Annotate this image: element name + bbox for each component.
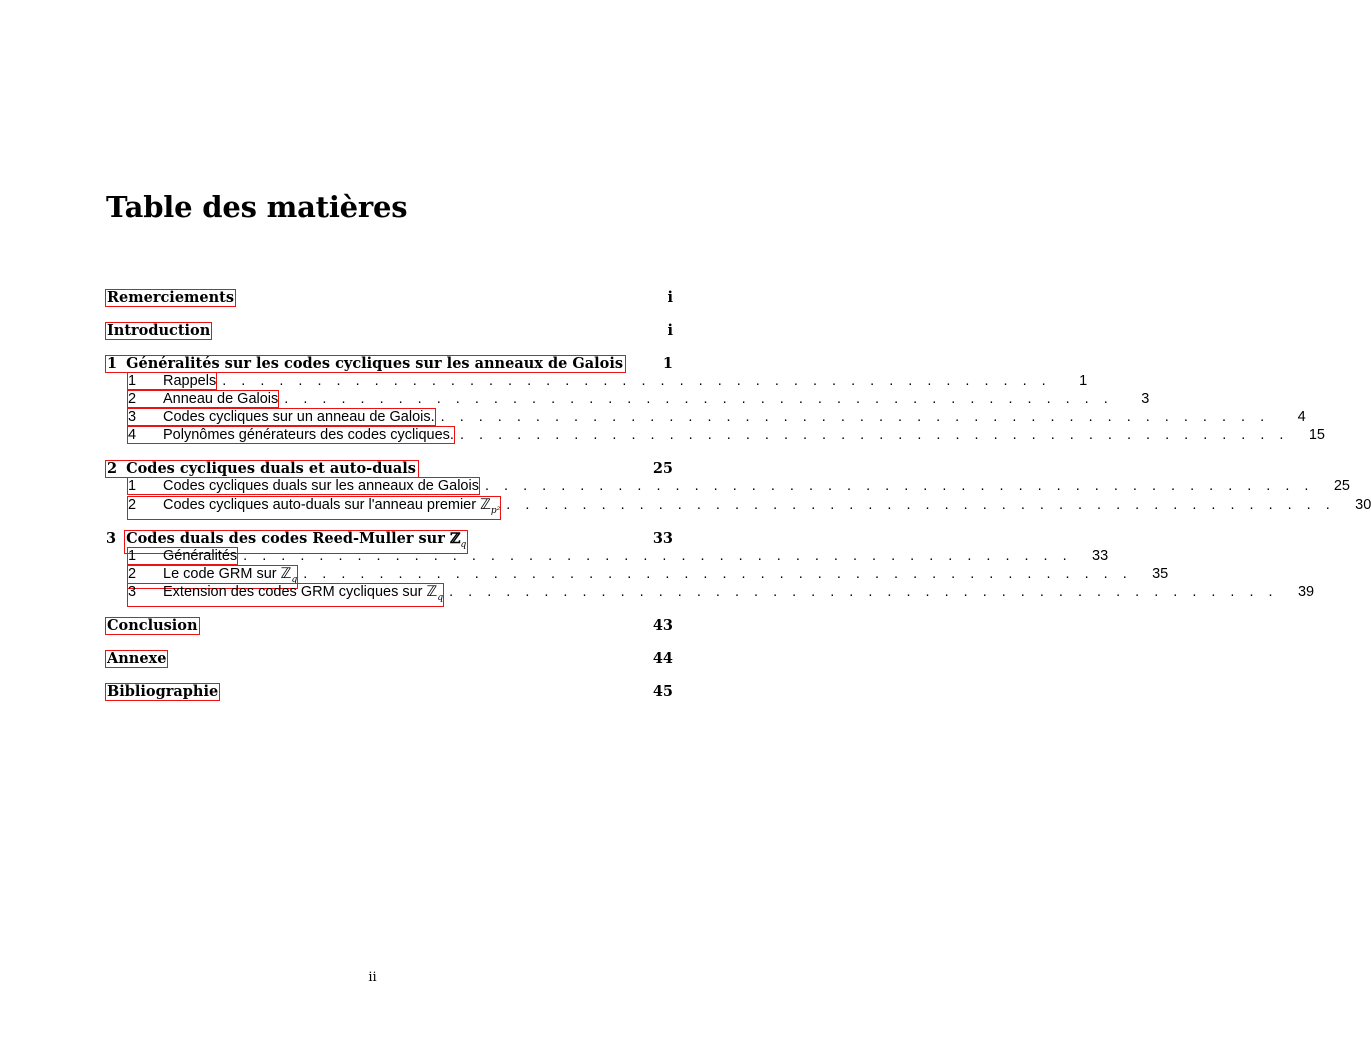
toc-entry-bibliographie[interactable] [106,683,673,701]
toc-link-remerciements[interactable]: Remerciements [107,289,235,306]
toc-section-3-2[interactable] [128,566,1169,585]
leader-dots: . . . . . . . . . . . . . . . . . . . . . . . . . . . . . . . . . . . . . . . . . . . . [459,427,1289,443]
math-subscript: q [291,574,298,585]
footer-page-number: ii [368,970,377,985]
leader-dots: . . . . . . . . . . . . . . . . . . . . . . . . . . . . . . . . . . . . . . . . . . . . [484,478,1314,494]
section-title: Rappels [163,373,217,389]
section-number: 2 [128,391,137,407]
page-number: 1 [662,355,673,372]
toc-link-conclusion[interactable]: Conclusion [107,617,198,634]
section-number: 1 [128,548,137,564]
section-number: 3 [128,409,137,425]
leader-dots: . . . . . . . . . . . . . . . . . . . . . . . . . . . . . . . . . . . . . . . . . . . . [284,391,1114,407]
section-number: 3 [128,584,137,600]
toc-chapter-3[interactable] [106,530,673,548]
toc-entry-annexe[interactable] [106,650,673,668]
toc-section-1-1[interactable] [128,373,1088,391]
page-number: 33 [1092,548,1109,564]
leader-dots: . . . . . . . . . . . . . . . . . . . . . . . . . . . . . . . . . . . . . . . . . . . . [440,409,1270,425]
toc-link-annexe[interactable]: Annexe [107,650,167,667]
toc-link-bibliographie[interactable]: Bibliographie [107,683,219,700]
toc-link-section-3-1[interactable] [128,548,237,564]
page-number: i [667,289,673,306]
toc-section-1-3[interactable] [128,409,1306,427]
section-title: Codes cycliques duals sur les anneaux de Galois [163,478,479,494]
toc-link-section-2-1[interactable] [128,478,479,494]
section-number: 2 [128,566,137,582]
page-title: Table des matières [106,190,408,224]
section-title: Anneau de Galois [163,391,279,407]
section-number: 1 [128,478,137,494]
chapter-number: 1 [107,355,118,372]
toc-link-section-2-2[interactable] [128,497,500,519]
toc-section-3-1[interactable] [128,548,1109,566]
page-number: 25 [652,460,673,477]
toc-link-chapter-1[interactable] [106,356,625,372]
toc-link-chapter-3[interactable]: Codes duals des codes Reed-Muller sur ℤ$_q$ [125,531,467,553]
section-number: 4 [128,427,137,443]
chapter-number: 2 [107,460,118,477]
toc-section-1-2[interactable] [128,391,1150,409]
section-title: Généralités [163,548,238,564]
toc-entry-conclusion[interactable] [106,617,673,635]
page-number: 33 [652,530,673,547]
toc-section-3-3[interactable] [128,584,1315,603]
page-number: 1 [1079,373,1088,389]
toc-link-section-1-2[interactable] [128,391,278,407]
page-number: 44 [652,650,673,667]
page-number: 25 [1333,478,1350,494]
toc-entry-remerciements[interactable] [106,289,673,307]
toc-link-section-3-3[interactable] [128,584,443,606]
section-title: Le code GRM sur ℤ$_q$ [163,566,298,585]
leader-dots: . . . . . . . . . . . . . . . . . . . . . . . . . . . . . . . . . . . . . . . . . . . . [222,373,1052,389]
section-title: Codes cycliques sur un anneau de Galois. [163,409,435,425]
chapter-number: 3 [106,530,117,547]
leader-dots: . . . . . . . . . . . . . . . . . . . . . . . . . . . . . . . . . . . . . . . . . . . . [303,566,1133,582]
leader-dots: . . . . . . . . . . . . . . . . . . . . . . . . . . . . . . . . . . . . . . . . . . . . [243,548,1073,564]
toc-link-introduction[interactable]: Introduction [107,322,211,339]
toc-link-section-1-3[interactable] [128,409,435,425]
page-number: 35 [1152,566,1169,582]
toc-link-chapter-2[interactable] [106,461,418,477]
page-number: 39 [1297,584,1315,600]
toc-link-section-1-1[interactable] [128,373,216,389]
toc-entry-introduction[interactable] [106,322,673,340]
toc-section-1-4[interactable] [128,427,1325,445]
section-number: 2 [128,497,137,513]
toc-section-2-2[interactable] [128,497,1371,516]
section-title: Polynômes générateurs des codes cycliques. [163,427,454,443]
math-subscript: q [437,592,444,603]
leader-dots: . . . . . . . . . . . . . . . . . . . . . . . . . . . . . . . . . . . . . . . . . . . . [449,584,1279,600]
toc-chapter-1[interactable] [106,355,673,373]
section-title: Codes cycliques auto-duals sur l'anneau premier ℤ$_{p^2}$ [163,497,501,516]
section-number: 1 [128,373,137,389]
chapter-title: Codes cycliques duals et auto-duals [126,460,416,477]
page-number: 43 [652,617,673,634]
toc-section-2-1[interactable] [128,478,1350,496]
leader-dots: . . . . . . . . . . . . . . . . . . . . . . . . . . . . . . . . . . . . . . . . . . . . [506,497,1336,513]
page-number: 30 [1355,497,1371,513]
toc-link-section-1-4[interactable] [128,427,454,443]
page-number: 4 [1297,409,1306,425]
section-title: Extension des codes GRM cycliques sur ℤ$_q$ [163,584,444,603]
chapter-title: Généralités sur les codes cycliques sur les anneaux de Galois [126,355,624,372]
page-number: 45 [652,683,673,700]
toc-chapter-2[interactable] [106,460,673,478]
page-number: 15 [1308,427,1325,443]
math-subscript: q [460,539,467,550]
page-number: 3 [1141,391,1150,407]
math-subscript: p² [490,505,501,516]
page-number: i [667,322,673,339]
